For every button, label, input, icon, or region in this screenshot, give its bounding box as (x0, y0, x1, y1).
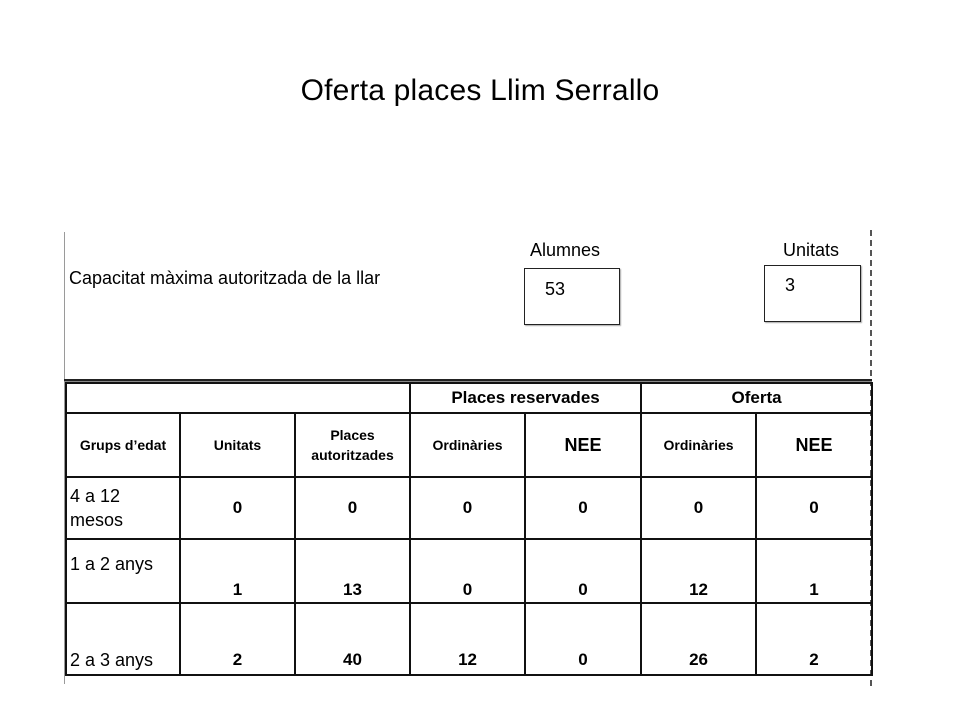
units-header: Unitats (180, 413, 295, 477)
reserved-group-header: Places reservades (410, 383, 641, 413)
group-header-row (66, 383, 872, 413)
authorized-header (295, 413, 410, 477)
capacity-label: Capacitat màxima autoritzada de la llar (69, 268, 381, 288)
units-value: 3 (785, 275, 796, 295)
students-label: Alumnes (530, 240, 601, 260)
reserved-nee-cell: 0 (525, 603, 641, 675)
reserved-ordinary-header: Ordinàries (410, 413, 525, 477)
reserved-nee-header: NEE (525, 413, 641, 477)
units-cell: 2 (180, 603, 295, 675)
authorized-header-line2: autoritzades (311, 447, 394, 463)
authorized-cell: 40 (295, 603, 410, 675)
offer-ordinary-cell: 0 (641, 477, 756, 539)
authorized-cell: 13 (295, 539, 410, 603)
offer-nee-cell: 0 (756, 477, 872, 539)
age-groups-header: Grups d’edat (66, 413, 180, 477)
table-row (66, 539, 872, 603)
reserved-nee-cell: 0 (525, 539, 641, 603)
column-header-row (66, 413, 872, 477)
offer-ordinary-header: Ordinàries (641, 413, 756, 477)
offer-ordinary-cell: 12 (641, 539, 756, 603)
places-offer-table (65, 382, 873, 676)
age-group-label: 1 a 2 anys (66, 539, 180, 603)
offer-group-header: Oferta (641, 383, 872, 413)
table-row (66, 477, 872, 539)
authorized-header-line1: Places (330, 427, 375, 443)
units-label: Unitats (783, 240, 840, 260)
students-value-box (524, 268, 620, 325)
units-cell: 1 (180, 539, 295, 603)
offer-nee-cell: 1 (756, 539, 872, 603)
reserved-ordinary-cell: 0 (410, 477, 525, 539)
age-group-label (66, 477, 180, 539)
age-group-label: 2 a 3 anys (66, 603, 180, 675)
units-value-box (764, 265, 861, 322)
authorized-cell: 0 (295, 477, 410, 539)
offer-nee-cell: 2 (756, 603, 872, 675)
reserved-ordinary-cell: 0 (410, 539, 525, 603)
students-value: 53 (545, 279, 566, 299)
blank-group-header (66, 383, 410, 413)
age-group-label-line1: 4 a 12 (70, 486, 121, 506)
offer-ordinary-cell: 26 (641, 603, 756, 675)
offer-nee-header: NEE (756, 413, 872, 477)
reserved-nee-cell: 0 (525, 477, 641, 539)
reserved-ordinary-cell: 12 (410, 603, 525, 675)
units-cell: 0 (180, 477, 295, 539)
page-title: Oferta places Llim Serrallo (300, 74, 660, 107)
table-row (66, 603, 872, 675)
age-group-label-line2: mesos (70, 510, 124, 530)
